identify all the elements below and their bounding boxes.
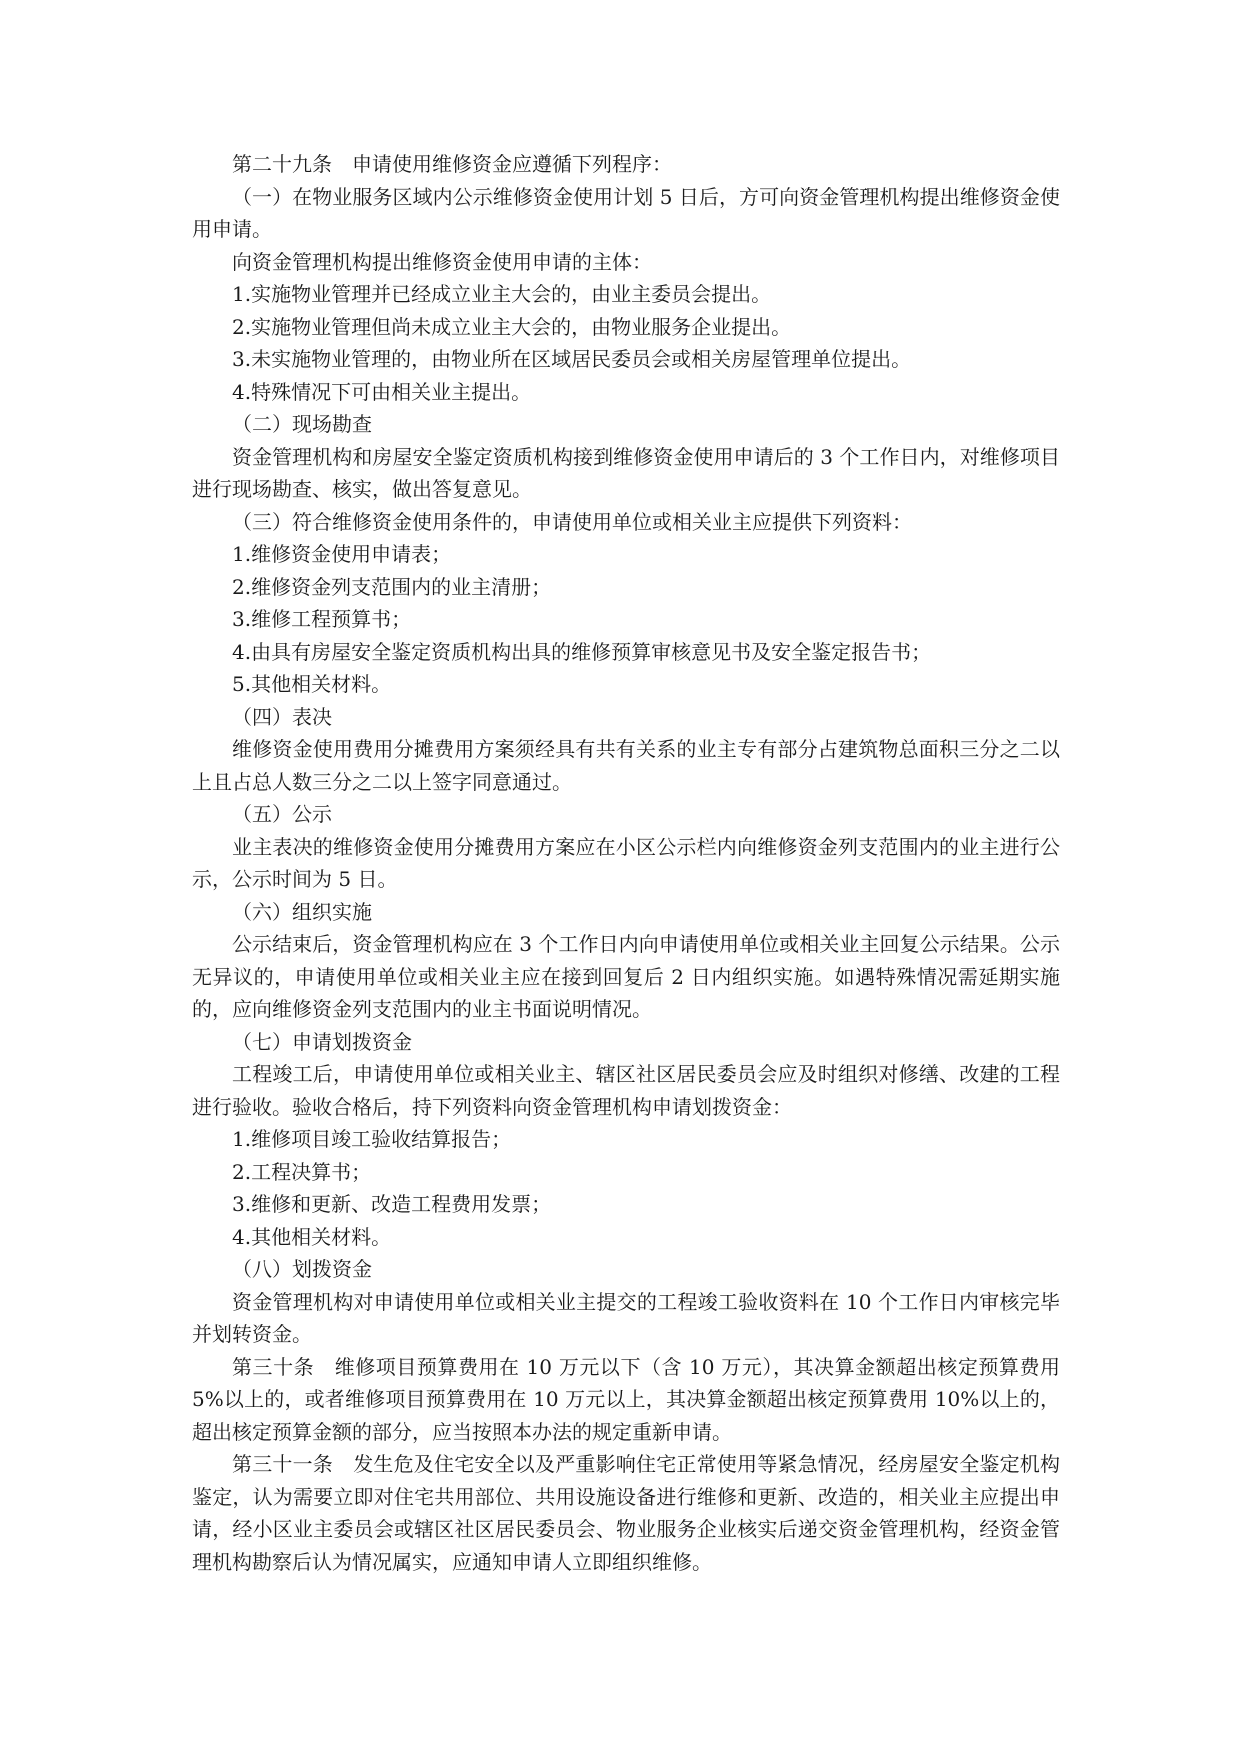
list-item: 1.实施物业管理并已经成立业主大会的，由业主委员会提出。 — [232, 282, 772, 306]
paragraph-step-3: （三）符合维修资金使用条件的，申请使用单位或相关业主应提供下列资料： — [232, 509, 912, 534]
list-item: 3.维修和更新、改造工程费用发票； — [232, 1192, 552, 1216]
list-item: 2.工程决算书； — [232, 1159, 372, 1184]
paragraph-step-7-body: 工程竣工后，申请使用单位或相关业主、辖区社区居民委员会应及时组织对修缮、改建的工程进行验收。验收合格后，持下列资料向资金管理机构申请划拨资金： — [192, 1062, 1060, 1119]
list-item: 3.未实施物业管理的，由物业所在区域居民委员会或相关房屋管理单位提出。 — [232, 347, 912, 371]
paragraph-article-29-heading: 第二十九条 申请使用维修资金应遵循下列程序： — [232, 152, 672, 176]
list-item: 3.维修工程预算书； — [232, 607, 412, 631]
list-item: 4.由具有房屋安全鉴定资质机构出具的维修预算审核意见书及安全鉴定报告书； — [232, 639, 932, 664]
paragraph-step-5-body: 业主表决的维修资金使用分摊费用方案应在小区公示栏内向维修资金列支范围内的业主进行公示，公示时间为 5 日。 — [192, 834, 1060, 891]
paragraph-article-30: 第三十条 维修项目预算费用在 10 万元以下（含 10 万元），其决算金额超出核定预算费用 5%以上的，或者维修项目预算费用在 10 万元以上，其决算金额超出核定预算费用 10%以上的，超出核定预算金额的部分，应当按照本办法的规定重新申请。 — [192, 1354, 1060, 1444]
paragraph-step-2-heading: （二）现场勘查 — [232, 412, 372, 436]
paragraph-step-6-body: 公示结束后，资金管理机构应在 3 个工作日内向申请使用单位或相关业主回复公示结果。公示无异议的，申请使用单位或相关业主应在接到回复后 2 日内组织实施。如遇特殊情况需延期实施的，应向维修资金列支范围内的业主书面说明情况。 — [192, 932, 1060, 1021]
list-item: 4.其他相关材料。 — [232, 1224, 392, 1249]
paragraph-applicant-subject: 向资金管理机构提出维修资金使用申请的主体： — [232, 249, 652, 274]
paragraph-step-4-body: 维修资金使用费用分摊费用方案须经具有共有关系的业主专有部分占建筑物总面积三分之二以上且占总人数三分之二以上签字同意通过。 — [192, 737, 1060, 794]
list-item: 2.实施物业管理但尚未成立业主大会的，由物业服务企业提出。 — [232, 314, 792, 339]
paragraph-step-8-body: 资金管理机构对申请使用单位或相关业主提交的工程竣工验收资料在 10 个工作日内审核完毕并划转资金。 — [192, 1289, 1060, 1346]
paragraph-step-6-heading: （六）组织实施 — [232, 899, 372, 924]
list-item: 2.维修资金列支范围内的业主清册； — [232, 574, 552, 599]
paragraph-step-4-heading: （四）表决 — [232, 704, 332, 729]
list-item: 1.维修资金使用申请表； — [232, 542, 452, 566]
list-item: 5.其他相关材料。 — [232, 672, 392, 696]
paragraph-step-1: （一）在物业服务区域内公示维修资金使用计划 5 日后，方可向资金管理机构提出维修资金使用申请。 — [192, 184, 1060, 241]
paragraph-step-7-heading: （七）申请划拨资金 — [232, 1029, 412, 1054]
document-body — [192, 148, 1060, 1578]
paragraph-step-2-body: 资金管理机构和房屋安全鉴定资质机构接到维修资金使用申请后的 3 个工作日内，对维修项目进行现场勘查、核实，做出答复意见。 — [192, 444, 1060, 501]
paragraph-article-31: 第三十一条 发生危及住宅安全以及严重影响住宅正常使用等紧急情况，经房屋安全鉴定机构鉴定，认为需要立即对住宅共用部位、共用设施设备进行维修和更新、改造的，相关业主应提出申请，经小区业主委员会或辖区社区居民委员会、物业服务企业核实后递交资金管理机构，经资金管理机构勘察后认为情况属实，应通知申请人立即组织维修。 — [192, 1452, 1060, 1574]
list-item: 1.维修项目竣工验收结算报告； — [232, 1127, 512, 1151]
list-item: 4.特殊情况下可由相关业主提出。 — [232, 379, 532, 404]
paragraph-step-5-heading: （五）公示 — [232, 802, 332, 826]
paragraph-step-8-heading: （八）划拨资金 — [232, 1257, 372, 1281]
